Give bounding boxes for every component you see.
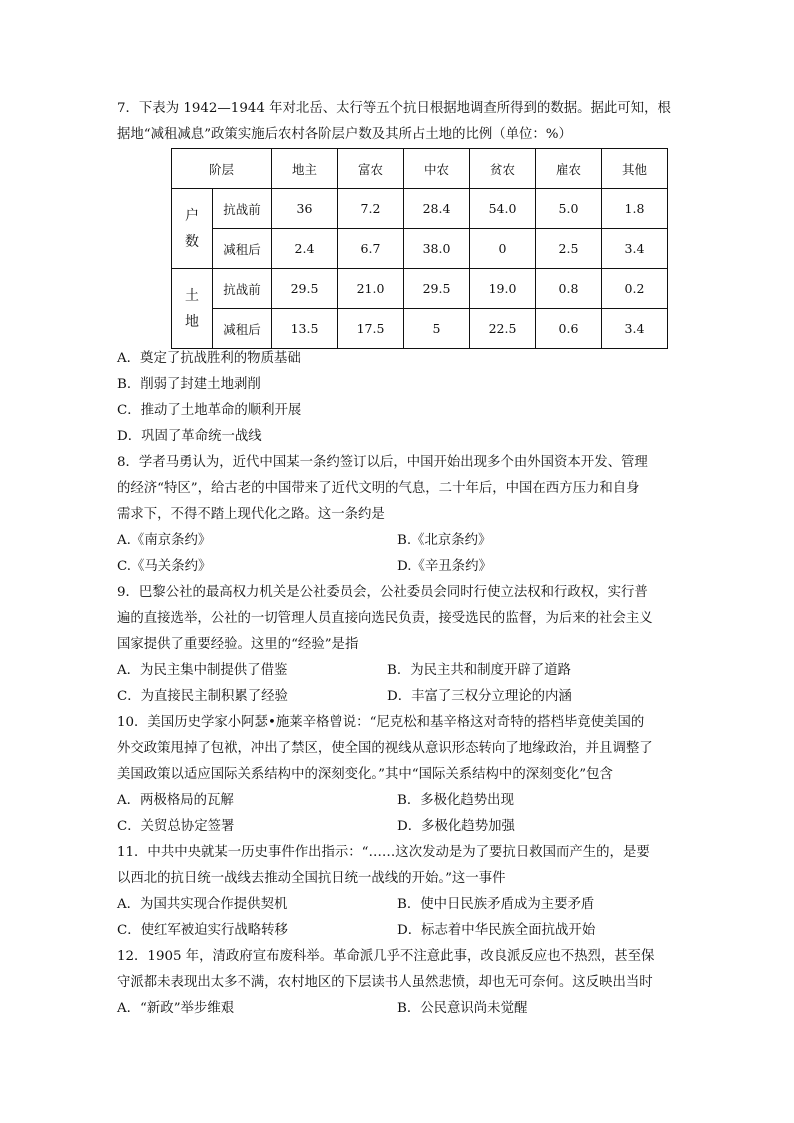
table-cell: 21.0 bbox=[338, 269, 404, 309]
q10-stem-line-3: 美国政策以适应国际关系结构中的深刻变化。”其中“国际关系结构中的深刻变化”包含 bbox=[117, 767, 613, 782]
table-cell: 2.5 bbox=[536, 229, 602, 269]
q10-option-a[interactable]: A．两极格局的瓦解 bbox=[117, 793, 234, 808]
q9-stem-line-2: 遍的直接选举，公社的一切管理人员直接向选民负责，接受选民的监督，为后来的社会主义 bbox=[117, 611, 653, 626]
q11-stem-line-2: 以西北的抗日统一战线去推动全国抗日统一战线的开始。”这一事件 bbox=[117, 871, 506, 886]
group-households bbox=[172, 189, 213, 269]
header-landlord: 地主 bbox=[272, 149, 338, 189]
q12-option-b[interactable]: B．公民意识尚未觉醒 bbox=[397, 1001, 528, 1016]
q9-option-d[interactable]: D．丰富了三权分立理论的内涵 bbox=[387, 689, 572, 704]
table-row bbox=[172, 229, 668, 269]
table-cell: 3.4 bbox=[602, 229, 668, 269]
q9-option-c[interactable]: C．为直接民主制积累了经验 bbox=[117, 689, 288, 704]
header-other: 其他 bbox=[602, 149, 668, 189]
table-row bbox=[172, 189, 668, 229]
q7-stem-line-2: 据地“减租减息”政策实施后农村各阶层户数及其所占土地的比例（单位：%） bbox=[117, 127, 572, 142]
q10-stem-line-2: 外交政策甩掉了包袱，冲出了禁区，使全国的视线从意识形态转向了地缘政治，并且调整了 bbox=[117, 741, 653, 756]
q7-option-a[interactable]: A．奠定了抗战胜利的物质基础 bbox=[117, 351, 301, 366]
table-cell: 5.0 bbox=[536, 189, 602, 229]
row-label: 抗战前 bbox=[213, 269, 272, 309]
q7-option-c[interactable]: C．推动了土地革命的顺利开展 bbox=[117, 403, 302, 418]
table-cell: 6.7 bbox=[338, 229, 404, 269]
q9-option-b[interactable]: B．为民主共和制度开辟了道路 bbox=[387, 663, 571, 678]
row-label: 抗战前 bbox=[213, 189, 272, 229]
q8-stem-line-2: 的经济“特区”，给古老的中国带来了近代文明的气息，二十年后，中国在西方压力和自身 bbox=[117, 481, 640, 496]
header-stratum: 阶层 bbox=[172, 149, 272, 189]
q7-stem-line-1: 7．下表为 1942—1944 年对北岳、太行等五个抗日根据地调查所得到的数据。据此可知，根 bbox=[117, 101, 671, 116]
q11-option-b[interactable]: B．使中日民族矛盾成为主要矛盾 bbox=[397, 897, 595, 912]
table-cell: 38.0 bbox=[404, 229, 470, 269]
q10-stem-line-1: 10．美国历史学家小阿瑟•施莱辛格曾说：“尼克松和基辛格这对奇特的搭档毕竟使美国的 bbox=[117, 715, 645, 730]
q8-option-c[interactable]: C.《马关条约》 bbox=[117, 559, 212, 574]
table-cell: 19.0 bbox=[470, 269, 536, 309]
table-cell: 29.5 bbox=[272, 269, 338, 309]
row-label: 减租后 bbox=[213, 229, 272, 269]
q12-option-a[interactable]: A．“新政”举步维艰 bbox=[117, 1001, 235, 1016]
table-cell: 7.2 bbox=[338, 189, 404, 229]
table-cell: 0.2 bbox=[602, 269, 668, 309]
table-cell: 36 bbox=[272, 189, 338, 229]
table-cell: 0 bbox=[470, 229, 536, 269]
q10-option-c[interactable]: C．关贸总协定签署 bbox=[117, 819, 235, 834]
q7-option-d[interactable]: D．巩固了革命统一战线 bbox=[117, 429, 262, 444]
group-label: 土地 bbox=[185, 287, 199, 330]
group-label: 户数 bbox=[185, 207, 199, 250]
table-row bbox=[172, 309, 668, 349]
group-land bbox=[172, 269, 213, 349]
q8-option-b[interactable]: B.《北京条约》 bbox=[397, 533, 492, 548]
table-cell: 0.8 bbox=[536, 269, 602, 309]
q9-option-a[interactable]: A．为民主集中制提供了借鉴 bbox=[117, 663, 288, 678]
q11-stem-line-1: 11．中共中央就某一历史事件作出指示：“……这次发动是为了要抗日救国而产生的，是要 bbox=[117, 845, 650, 860]
q8-stem-line-3: 需求下，不得不踏上现代化之路。这一条约是 bbox=[117, 507, 385, 522]
table-cell: 28.4 bbox=[404, 189, 470, 229]
header-middle-peasant: 中农 bbox=[404, 149, 470, 189]
q10-option-d[interactable]: D．多极化趋势加强 bbox=[397, 819, 515, 834]
q7-option-b[interactable]: B．削弱了封建土地剥削 bbox=[117, 377, 261, 392]
header-rich-peasant: 富农 bbox=[338, 149, 404, 189]
header-poor-peasant: 贫农 bbox=[470, 149, 536, 189]
table-cell: 5 bbox=[404, 309, 470, 349]
table-cell: 22.5 bbox=[470, 309, 536, 349]
table-cell: 29.5 bbox=[404, 269, 470, 309]
table-cell: 17.5 bbox=[338, 309, 404, 349]
table-cell: 54.0 bbox=[470, 189, 536, 229]
table-row bbox=[172, 269, 668, 309]
q9-stem-line-3: 国家提供了重要经验。这里的“经验”是指 bbox=[117, 637, 359, 652]
table-cell: 13.5 bbox=[272, 309, 338, 349]
table-cell: 3.4 bbox=[602, 309, 668, 349]
table-header-row bbox=[172, 149, 668, 189]
q8-option-a[interactable]: A.《南京条约》 bbox=[117, 533, 212, 548]
q11-option-c[interactable]: C．使红军被迫实行战略转移 bbox=[117, 923, 288, 938]
q10-option-b[interactable]: B．多极化趋势出现 bbox=[397, 793, 514, 808]
q12-stem-line-1: 12．1905 年，清政府宣布废科举。革命派几乎不注意此事，改良派反应也不热烈，甚至保 bbox=[117, 949, 655, 964]
q11-option-a[interactable]: A．为国共实现合作提供契机 bbox=[117, 897, 288, 912]
q9-stem-line-1: 9．巴黎公社的最高权力机关是公社委员会，公社委员会同时行使立法权和行政权，实行普 bbox=[117, 585, 648, 600]
row-label: 减租后 bbox=[213, 309, 272, 349]
q7-data-table bbox=[171, 148, 668, 349]
q11-option-d[interactable]: D．标志着中华民族全面抗战开始 bbox=[397, 923, 596, 938]
table-cell: 0.6 bbox=[536, 309, 602, 349]
q8-stem-line-1: 8．学者马勇认为，近代中国某一条约签订以后，中国开始出现多个由外国资本开发、管理 bbox=[117, 455, 648, 470]
table-cell: 1.8 bbox=[602, 189, 668, 229]
q12-stem-line-2: 守派都未表现出太多不满，农村地区的下层读书人虽然悲愤，却也无可奈何。这反映出当时 bbox=[117, 975, 653, 990]
q8-option-d[interactable]: D.《辛丑条约》 bbox=[397, 559, 492, 574]
table-cell: 2.4 bbox=[272, 229, 338, 269]
header-hired-farmhand: 雇农 bbox=[536, 149, 602, 189]
